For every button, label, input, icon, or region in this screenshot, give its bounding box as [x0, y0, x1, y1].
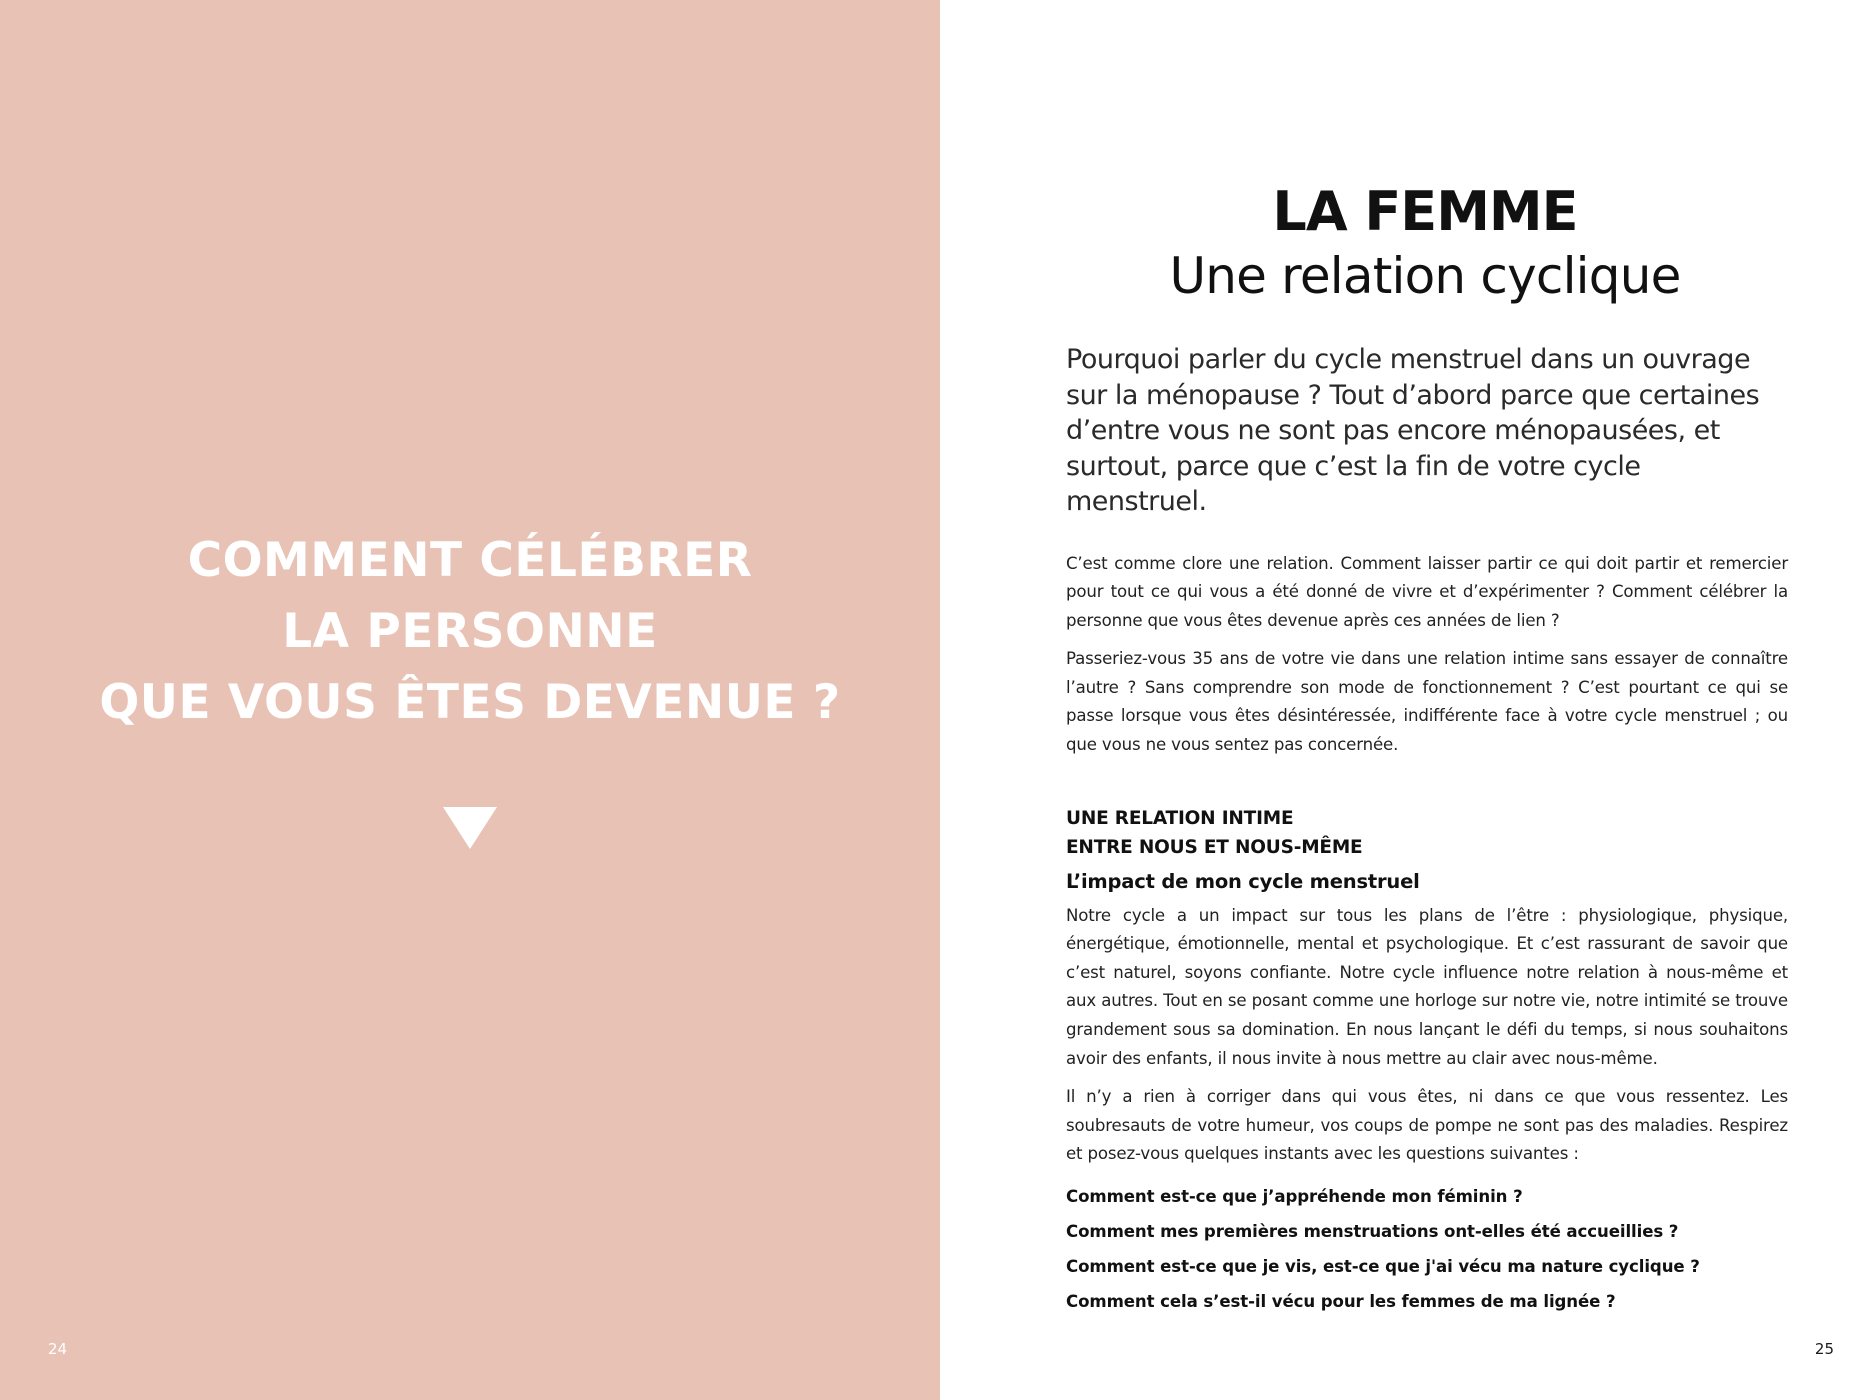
body-paragraph: Il n’y a rien à corriger dans qui vous êtes, ni dans ce que vous ressentez. Les soubresauts de votre humeur, vos coups de pompe ne sont pas des maladies. Respirez et posez-vous quelques instants avec les questions suivantes :: [1066, 1087, 1788, 1164]
section-heading-line: UNE RELATION INTIME: [1066, 807, 1294, 829]
section-heading-line: ENTRE NOUS ET NOUS-MÊME: [1066, 836, 1363, 858]
question-item: Comment est-ce que j’appréhende mon féminin ?: [1066, 1187, 1523, 1206]
body-paragraph: C’est comme clore une relation. Comment laisser partir ce qui doit partir et remercier pour tout ce qui vous a été donné de vivre et d’expérimenter ? Comment célébrer la personne que vous êtes devenue après ces années de lien ?: [1066, 553, 1788, 630]
question-item: Comment mes premières menstruations ont-elles été accueillies ?: [1066, 1222, 1679, 1241]
section-heading: [1066, 804, 1788, 862]
triangle-down-icon: [443, 807, 497, 849]
body-paragraph: Notre cycle a un impact sur tous les plans de l’être : physiologique, physique, énergétique, émotionnelle, mental et psychologique. Et c’est rassurant de savoir que c’est naturel, soyons confiante. Notre cycle influence notre relation à nous-même et aux autres. Tout en se posant comme une horloge sur notre vie, notre intimité se trouve grandement sous sa domination. En nous lançant le défi du temps, si nous souhaitons avoir des enfants, il nous invite à nous mettre au clair avec nous-même.: [1066, 905, 1788, 1068]
left-page-heading: [0, 525, 940, 738]
page-number-left: 24: [48, 1340, 68, 1358]
lead-paragraph: Pourquoi parler du cycle menstruel dans un ouvrage sur la ménopause ? Tout d’abord parce que certaines d’entre vous ne sont pas encore ménopausées, et surtout, parce que c’est la fin de votre cycle menstruel.: [1066, 344, 1760, 517]
right-page-content: [1066, 342, 1788, 1319]
chapter-subtitle: Une relation cyclique: [1169, 247, 1681, 305]
left-heading-line: COMMENT CÉLÉBRER: [187, 533, 753, 588]
question-item: Comment cela s’est-il vécu pour les femmes de ma lignée ?: [1066, 1292, 1616, 1311]
body-paragraph: Passeriez-vous 35 ans de votre vie dans une relation intime sans essayer de connaître l’autre ? Sans comprendre son mode de fonctionnement ? C’est pourtant ce qui se passe lorsque vous êtes désintéressée, indifférente face à votre cycle menstruel ; ou que vous ne vous sentez pas concernée.: [1066, 649, 1788, 755]
chapter-title: LA FEMME: [1272, 180, 1578, 243]
subheading: L’impact de mon cycle menstruel: [1066, 869, 1420, 893]
question-list: [1066, 1179, 1788, 1319]
chapter-title-block: [1040, 176, 1810, 304]
question-item: Comment est-ce que je vis, est-ce que j'ai vécu ma nature cyclique ?: [1066, 1257, 1700, 1276]
left-heading-line: QUE VOUS ÊTES DEVENUE ?: [99, 675, 841, 730]
left-heading-line: LA PERSONNE: [282, 604, 658, 659]
page-number-right: 25: [1814, 1340, 1834, 1358]
